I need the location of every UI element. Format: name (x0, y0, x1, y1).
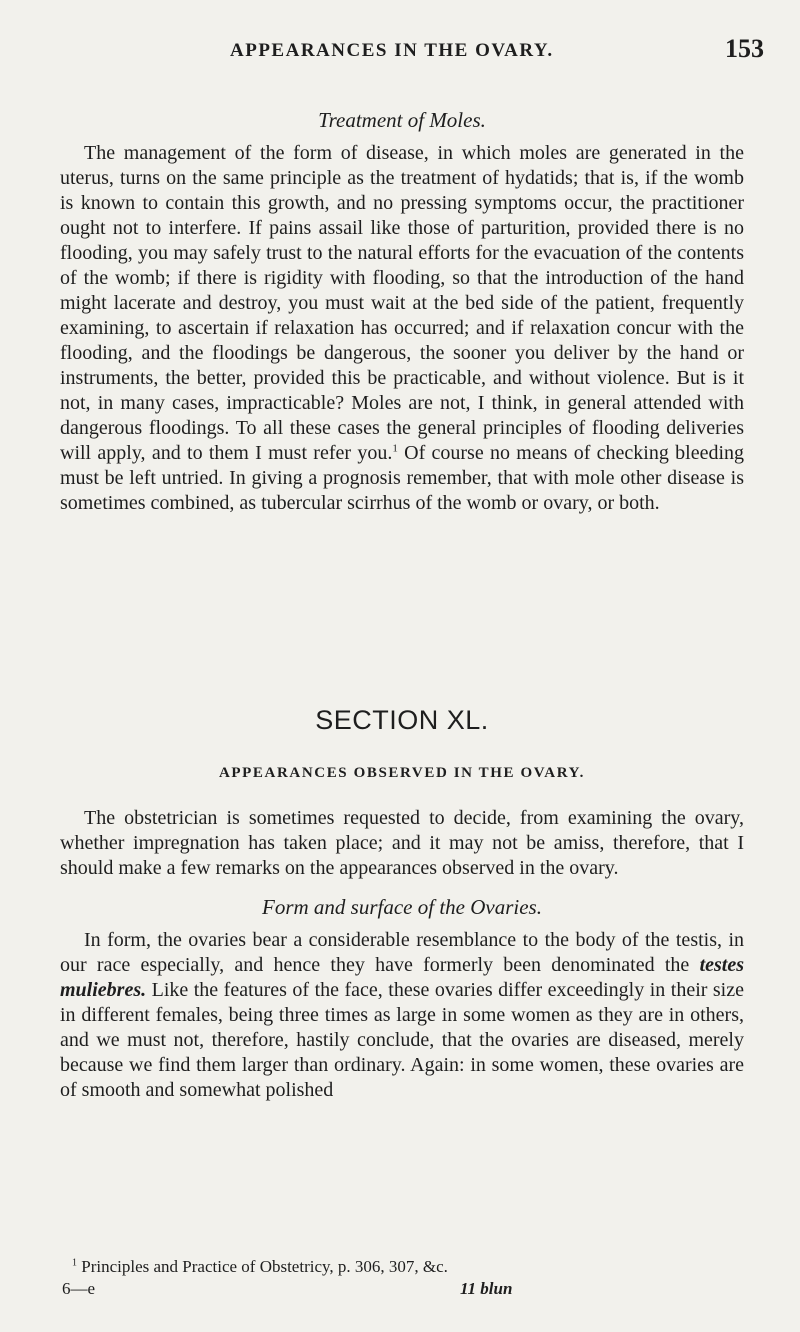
paragraph-treatment (60, 141, 744, 516)
paragraph-treatment-text: The management of the form of disease, in which moles are generated in the uterus, turns on the same principle as the treatment of hydatids; that is, if the womb is known to contain this growth, and no pressing symptoms occur, the practitioner ought not to interfere. If pains assail like those of parturition, provided there is no flooding, you may safely trust to the natural efforts for the evacuation of the contents of the womb; if there is rigidity with flooding, so that the introduction of the hand might lacerate and destroy, you must wait at the bed side of the patient, frequently examining, to ascertain if relaxation has occurred; and if relaxation concur with the flooding, and the floodings be dangerous, the sooner you deliver by the hand or instruments, the better, provided this be practicable, and without violence. But is it not, in many cases, impracticable? Moles are not, I think, in general attended with dangerous floodings. To all these cases the general principles of flooding deliveries will apply, and to them I must refer you. (60, 142, 744, 464)
paragraph-intro: The obstetrician is sometimes requested to decide, from examining the ovary, whether impregnation has taken place; and it may not be amiss, therefore, that I should make a few remarks on the appearances observed in the ovary. (60, 807, 744, 879)
treatment-of-moles-section (60, 108, 744, 516)
paragraph-form (60, 928, 744, 1103)
paragraph-treatment-continued: Of course no means of checking bleeding must be left untried. In giving a prognosis remember, that with mole other disease is sometimes combined, as tubercular scirrhus of the womb or ovary, or both. (60, 442, 745, 514)
footnote-text: Principles and Practice of Obstetricy, p. 306, 307, &c. (81, 1257, 448, 1276)
footnote-reference: 1 (392, 442, 398, 455)
paragraph-form-start: In form, the ovaries bear a considerable resemblance to the body of the testis, in our race especially, and hence they have formerly been denominated the (60, 929, 744, 976)
page-header (0, 34, 800, 64)
footnote (60, 1256, 744, 1278)
section-subtitle: APPEARANCES OBSERVED IN THE OVARY. (218, 765, 586, 781)
page-number: 153 (725, 34, 764, 63)
section-heading-treatment: Treatment of Moles. (318, 108, 486, 132)
signature-row (60, 1278, 744, 1300)
section-xl (60, 705, 744, 1103)
footnote-marker: 1 (72, 1257, 77, 1269)
subheading-form-surface: Form and surface of the Ovaries. (262, 895, 542, 919)
latin-term: testes muliebres. (60, 954, 744, 1001)
paragraph-form-end: Like the features of the face, these ovaries differ exceedingly in their size in different females, being three times as large in some women as they are in others, and we must not, therefore, hastily conclude, that the ovaries are diseased, merely because we find them larger than ordinary. Again: in some women, these ovaries are of smooth and somewhat polished (60, 979, 744, 1101)
catchword: 11 blun (460, 1279, 513, 1298)
running-head: APPEARANCES IN THE OVARY. (230, 40, 554, 61)
section-title: SECTION XL. (315, 705, 489, 735)
footnote-area (60, 1256, 744, 1300)
signature-mark: 6—e (62, 1279, 96, 1298)
